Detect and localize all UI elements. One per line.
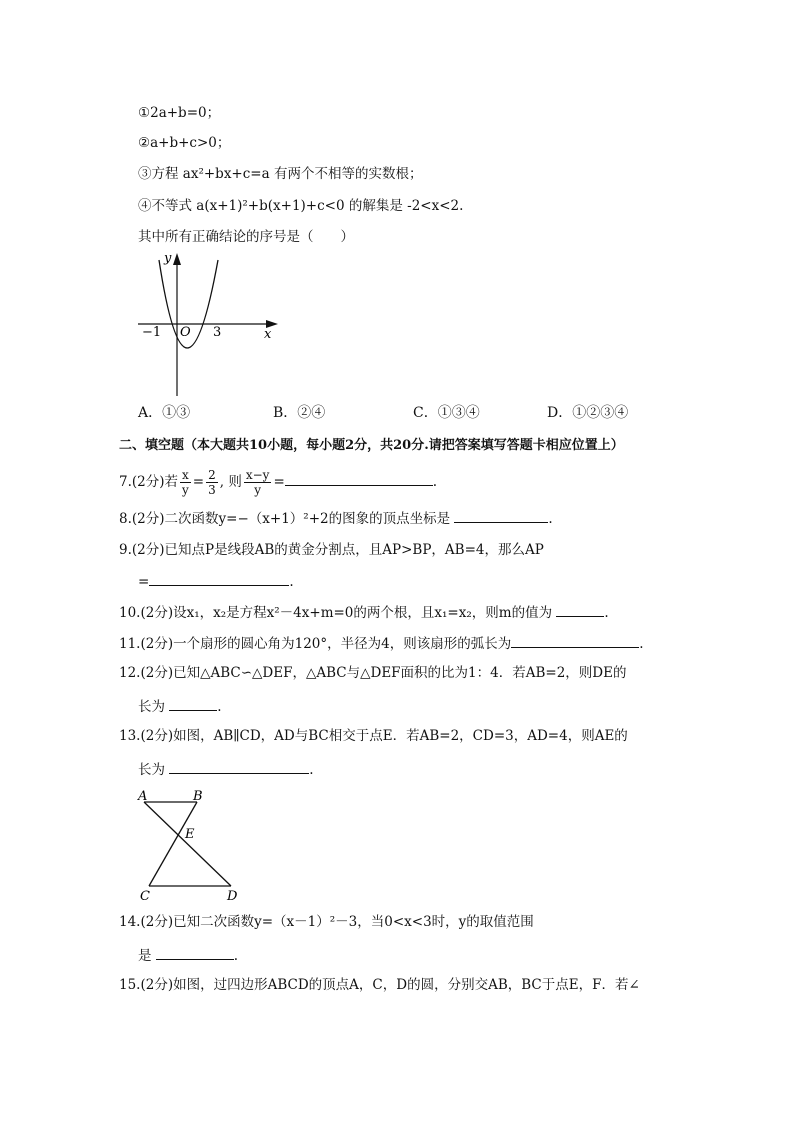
circle-number: ③ — [138, 166, 152, 182]
option-a: A．①③ — [138, 405, 191, 421]
fraction-x-over-y: $\frac{x}{y}$ — [182, 468, 189, 497]
question-7: 7.(2分)若 $\frac{x}{y}$ = $\frac{2}{3}$ , 则 $\frac{x-y}{y}$ = . — [119, 468, 438, 497]
y-axis-arrow-icon — [173, 253, 181, 265]
statement-1 — [138, 104, 220, 122]
question-13-line2: 长为 . — [138, 759, 314, 779]
statement-4 — [138, 197, 463, 215]
x-label: x — [264, 327, 272, 342]
statement-text: a+b+c>0； — [150, 135, 231, 151]
parabola-graph — [134, 250, 284, 400]
answer-blank[interactable] — [285, 471, 433, 486]
fraction-2-over-3: $\frac{2}{3}$ — [208, 468, 216, 497]
answer-blank[interactable] — [511, 633, 639, 648]
question-12-line2: 长为 . — [138, 696, 222, 716]
answer-blank[interactable] — [556, 602, 604, 617]
answer-blank[interactable] — [149, 571, 289, 586]
statement-2 — [138, 134, 230, 152]
question-13: 13.(2分)如图，AB∥CD，AD与BC相交于点E．若AB=2，CD=3，AD=4，则AE的 — [119, 728, 628, 744]
answer-blank[interactable] — [454, 508, 548, 523]
circle-number: ① — [138, 105, 151, 121]
option-b: B．②④ — [273, 405, 326, 421]
circle-number: ② — [138, 135, 151, 151]
question-prompt: 其中所有正确结论的序号是（ ） — [138, 229, 354, 245]
label-d: D — [227, 889, 238, 904]
label-c: C — [140, 889, 150, 904]
statement-text: 2a+b=0； — [150, 105, 221, 121]
segment-ad — [144, 802, 231, 886]
tick-left-label: −1 — [142, 325, 162, 340]
label-a: A — [138, 789, 148, 804]
question-9: 9.(2分)已知点P是线段AB的黄金分割点，且AP>BP，AB=4，那么AP — [119, 542, 544, 558]
question-9-line2: = . — [138, 571, 294, 591]
label-b: B — [193, 789, 203, 804]
tick-right-label: 3 — [213, 325, 222, 340]
question-14: 14.(2分)已知二次函数y=（x－1）²－3，当0<x<3时，y的取值范围 — [119, 914, 534, 930]
question-14-line2: 是 . — [138, 945, 238, 965]
section-title: 二、填空题（本大题共10小题，每小题2分，共20分.请把答案填写答题卡相应位置上） — [119, 438, 624, 453]
statement-3 — [138, 165, 422, 183]
question-11: 11.(2分)一个扇形的圆心角为120°，半径为4，则该扇形的弧长为 . — [119, 633, 644, 653]
y-label: y — [164, 251, 172, 266]
statement-text: 不等式 a(x+1)²+b(x+1)+c<0 的解集是 -2<x<2. — [151, 198, 464, 214]
figure-13 — [134, 786, 244, 906]
question-8: 8.(2分)二次函数y=−（x+1）²+2的图象的顶点坐标是 . — [119, 508, 553, 528]
statement-text: 方程 ax²+bx+c=a 有两个不相等的实数根； — [151, 166, 423, 182]
label-e: E — [185, 827, 195, 842]
option-d: D．①②③④ — [547, 405, 629, 421]
question-15: 15.(2分)如图，过四边形ABCD的顶点A，C，D的圆，分别交AB，BC于点E，F．若∠ — [119, 977, 640, 993]
fraction-x-minus-y-over-y: $\frac{x-y}{y}$ — [245, 468, 270, 497]
option-c: C．①③④ — [413, 405, 480, 421]
answer-blank[interactable] — [169, 759, 309, 774]
answer-blank[interactable] — [169, 696, 217, 711]
question-10: 10.(2分)设x₁，x₂是方程x²－4x+m=0的两个根，且x₁=x₂，则m的值为 . — [119, 602, 609, 622]
question-12: 12.(2分)已知△ABC∽△DEF，△ABC与△DEF面积的比为1：4．若AB=2，则DE的 — [119, 665, 627, 681]
circle-number: ④ — [138, 198, 152, 214]
answer-blank[interactable] — [156, 945, 234, 960]
origin-label: O — [180, 325, 191, 340]
